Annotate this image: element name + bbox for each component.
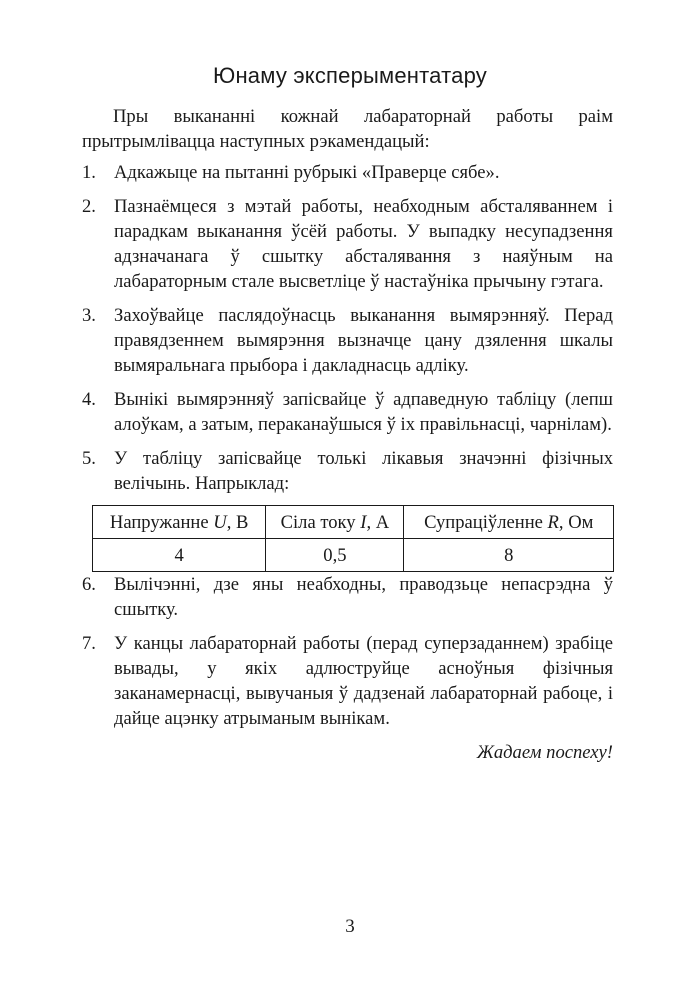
header-unit: , Ом [558, 511, 594, 533]
page-content [82, 104, 613, 765]
header-label: Сіла току [280, 511, 361, 533]
table-header-cell [404, 506, 614, 539]
recommendations-list-part-2 [82, 572, 613, 731]
list-item-text: Вынікі вымярэнняў запісвайце ў адпаведную табліцу (лепш алоўкам, а затым, пераканаўшыся ў іх правільнасці, чарнілам). [114, 389, 613, 435]
header-unit: , А [366, 511, 390, 533]
table-header-cell [93, 506, 266, 539]
table-row [93, 539, 614, 572]
header-label: Напружанне [109, 511, 214, 533]
recommendations-list-part-1 [82, 160, 613, 496]
table-cell: 0,5 [266, 539, 404, 572]
header-label: Супраціўленне [424, 511, 548, 533]
list-item-text: Пазнаёмцеся з мэтай работы, неабходным абсталяваннем і парадкам выканання ўсёй работы. У выпадку несупадзення адзначанага ў сшытку абсталявання з наяўным на лабараторным стале высветліце ў настаўніка прычыну гэтага. [114, 196, 613, 292]
list-item-number: 2. [82, 196, 96, 217]
list-item [82, 446, 613, 496]
example-table [92, 505, 614, 572]
header-symbol: R [547, 511, 559, 533]
list-item-text: Вылічэнні, дзе яны неабходны, праводзьце непасрэдна ў сшытку. [114, 574, 613, 620]
list-item-number: 6. [82, 574, 96, 595]
table-cell: 8 [404, 539, 614, 572]
closing-wish: Жадаем поспеху! [476, 742, 613, 763]
page-title: Юнаму эксперыментатару [213, 63, 487, 88]
list-item [82, 631, 613, 731]
intro-text: Пры выкананні кожнай лабараторнай работы раім прытрымлівацца наступных рэкамендацый: [82, 106, 613, 152]
list-item-text: У табліцу запісвайце толькі лікавыя значэнні фізічных велічынь. Напрыклад: [114, 448, 613, 494]
intro-paragraph [82, 104, 613, 154]
list-item-number: 3. [82, 305, 96, 326]
table-header-row [93, 506, 614, 539]
list-item [82, 572, 613, 622]
table-cell: 4 [93, 539, 266, 572]
list-item-number: 4. [82, 389, 96, 410]
list-item-text: Адкажыце на пытанні рубрыкі «Праверце сябе». [114, 162, 500, 183]
header-unit: , В [226, 511, 249, 533]
list-item-text: Захоўвайце паслядоўнасць выканання вымярэнняў. Перад правядзеннем вымярэння вызначце цану дзялення шкалы вымяральнага прыбора і дакладнасць адліку. [114, 305, 613, 376]
list-item [82, 160, 613, 185]
list-item-number: 5. [82, 448, 96, 469]
header-symbol: U [213, 511, 227, 533]
header-symbol: I [360, 511, 367, 533]
list-item [82, 303, 613, 378]
table-header-cell [266, 506, 404, 539]
list-item-number: 7. [82, 633, 96, 654]
list-item [82, 387, 613, 437]
list-item-text: У канцы лабараторнай работы (перад суперзаданнем) зрабіце вывады, у якіх адлюструйце асноўныя фізічныя заканамернасці, вывучаныя ў дадзенай лабараторнай рабоце, і дайце ацэнку атрыманым вынікам. [114, 633, 613, 729]
list-item [82, 194, 613, 294]
list-item-number: 1. [82, 162, 96, 183]
page-number: 3 [345, 916, 355, 937]
